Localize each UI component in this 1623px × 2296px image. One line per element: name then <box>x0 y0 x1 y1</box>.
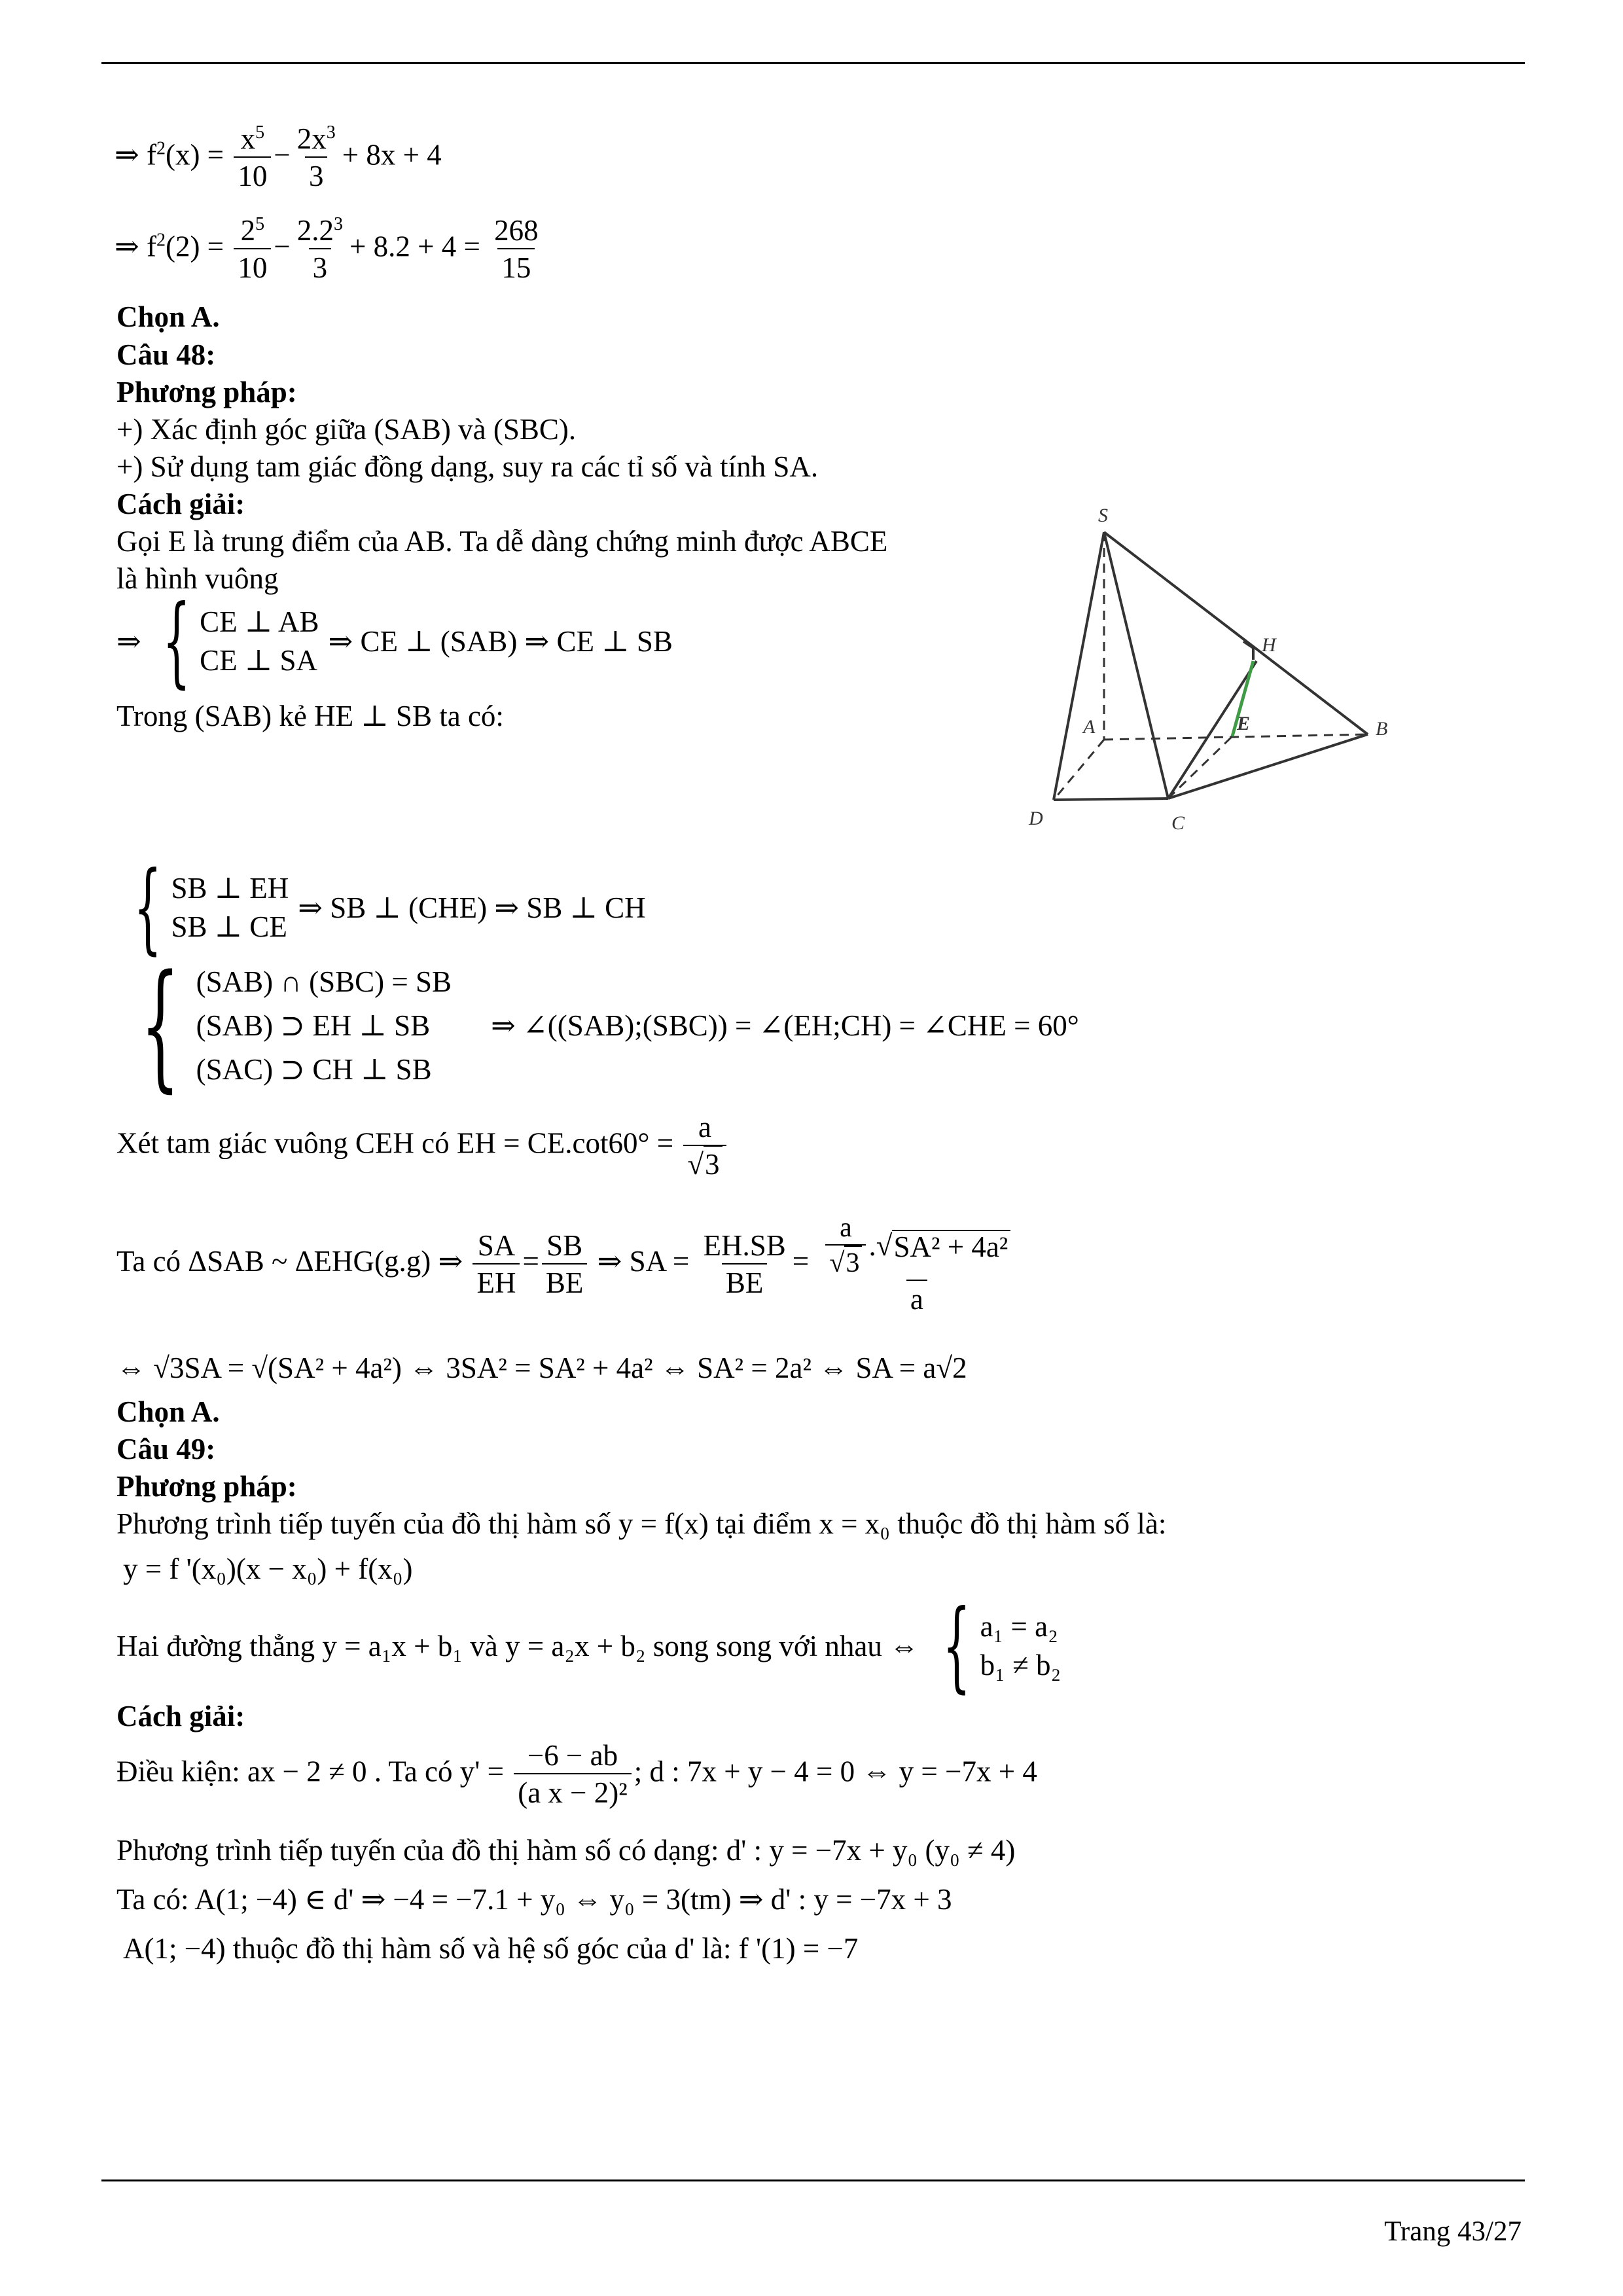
page-number: Trang 43/27 <box>1384 2216 1522 2247</box>
edge-AD <box>1054 740 1104 800</box>
q48-solution-title: Cách giải: <box>116 488 245 520</box>
q48-title: Câu 48: <box>116 338 216 371</box>
q47-answer: Chọn A. <box>116 300 220 333</box>
footer-rule <box>101 2179 1525 2181</box>
q49-method-2: y = f '(x₀)(x − x₀) + f(x₀) <box>123 1552 413 1585</box>
q49-sol-line-3: Ta có: A(1; −4) ∈ d' ⇒ −4 = −7.1 + y₀ ⇔ y₀ = 3(tm) ⇒ d' : y = −7x + 3 <box>116 1883 952 1916</box>
edge-SB <box>1104 532 1368 734</box>
edge-AB <box>1104 734 1368 740</box>
header-rule <box>101 62 1525 64</box>
q49-sol-line-2: Phương trình tiếp tuyến của đồ thị hàm số có dạng: d' : y = −7x + y₀ (y₀ ≠ 4) <box>116 1834 1016 1867</box>
q48-sol-line-1: Gọi E là trung điểm của AB. Ta dễ dàng chứng minh được ABCE <box>116 525 888 558</box>
label-E: E <box>1237 713 1251 734</box>
edge-SD <box>1054 532 1104 800</box>
q48-method-title: Phương pháp: <box>116 376 297 408</box>
q48-system-1: ⇒ { CE ⊥ AB CE ⊥ SA ⇒ CE ⊥ (SAB) ⇒ CE ⊥ SB <box>116 584 673 698</box>
q48-method-1: +) Xác định góc giữa (SAB) và (SBC). <box>116 413 577 446</box>
q48-final-line: ⇔ √3SA = √(SA² + 4a²) ⇔ 3SA² = SA² + 4a² ⇔ SA² = 2a² ⇔ SA = a√2 <box>116 1352 967 1384</box>
edge-SC <box>1104 532 1168 798</box>
q48-answer: Chọn A. <box>116 1395 220 1428</box>
q48-ratio-line: Ta có ΔSAB ~ ΔEHG(g.g) ⇒ $\frac{SA}{EH}$ = $\frac{SB}{BE}$ ⇒ SA = $\frac{EH.SB}{BE}$ = $\frac{a}{√3}$ .√ SA² + 4a² a <box>116 1214 1017 1314</box>
q48-system-2: { SB ⊥ EH SB ⊥ CE ⇒ SB ⊥ (CHE) ⇒ SB ⊥ CH <box>134 851 646 965</box>
label-B: B <box>1376 718 1388 740</box>
q49-sol-line-4: A(1; −4) thuộc đồ thị hàm số và hệ số góc của d' là: f '(1) = −7 <box>123 1932 859 1965</box>
label-S: S <box>1098 505 1108 526</box>
pyramid-figure <box>1008 504 1400 844</box>
q49-method-1: Phương trình tiếp tuyến của đồ thị hàm số y = f(x) tại điểm x = x₀ thuộc đồ thị hàm số là: <box>116 1507 1167 1540</box>
label-D: D <box>1029 808 1043 829</box>
label-H: H <box>1262 634 1276 656</box>
q49-method-3-row: Hai đường thẳng y = a₁x + b₁ và y = a₂x + b₂ song song với nhau ⇔ { a₁ = a₂ b₁ ≠ b₂ <box>116 1589 1061 1703</box>
q49-solution-title: Cách giải: <box>116 1700 245 1732</box>
edge-CB <box>1168 734 1368 798</box>
edge-DC <box>1054 798 1168 800</box>
label-C: C <box>1171 812 1185 834</box>
q49-title: Câu 49: <box>116 1433 216 1465</box>
q47-formula-2: ⇒ $f^2(2)$ = $\frac{2^5}{10}$ − $\frac{2.2^3}{3}$ + 8.2 + 4 = $\frac{268}{15}$ <box>115 214 539 284</box>
q49-method-3: Hai đường thẳng y = a₁x + b₁ và y = a₂x + b₂ song song với nhau ⇔ <box>116 1629 919 1662</box>
q49-sol-line-1: Điều kiện: ax − 2 ≠ 0 . Ta có y' = $\frac{-6 - ab}{\text{(a x − 2)²}}$ ; d : 7x + y − 4 = 0 ⇔ y = −7x + 4 <box>116 1739 1037 1809</box>
label-A: A <box>1083 716 1096 738</box>
q47-formula-1: ⇒ $f^2(x)$ = $\frac{x^5}{10}$ − $\frac{2x^3}{3}$ + 8x + 4 <box>115 122 442 192</box>
q48-eh-line: Xét tam giác vuông CEH có EH = CE.cot60° = $\frac{a}{√3}$ <box>116 1113 729 1179</box>
q48-method-2: +) Sử dụng tam giác đồng dạng, suy ra các tỉ số và tính SA. <box>116 450 819 483</box>
q48-system-3: { (SAB) ∩ (SBC) = SB (SAB) ⊃ EH ⊥ SB (SAC) ⊃ CH ⊥ SB ⇒ ∠((SAB);(SBC)) = ∠(EH;CH) = ∠CHE = 60° <box>140 945 1079 1105</box>
q48-sol-line-2: là hình vuông <box>116 562 279 595</box>
q49-method-title: Phương pháp: <box>116 1470 297 1503</box>
q48-sol-line-3: Trong (SAB) kẻ HE ⊥ SB ta có: <box>116 700 504 732</box>
